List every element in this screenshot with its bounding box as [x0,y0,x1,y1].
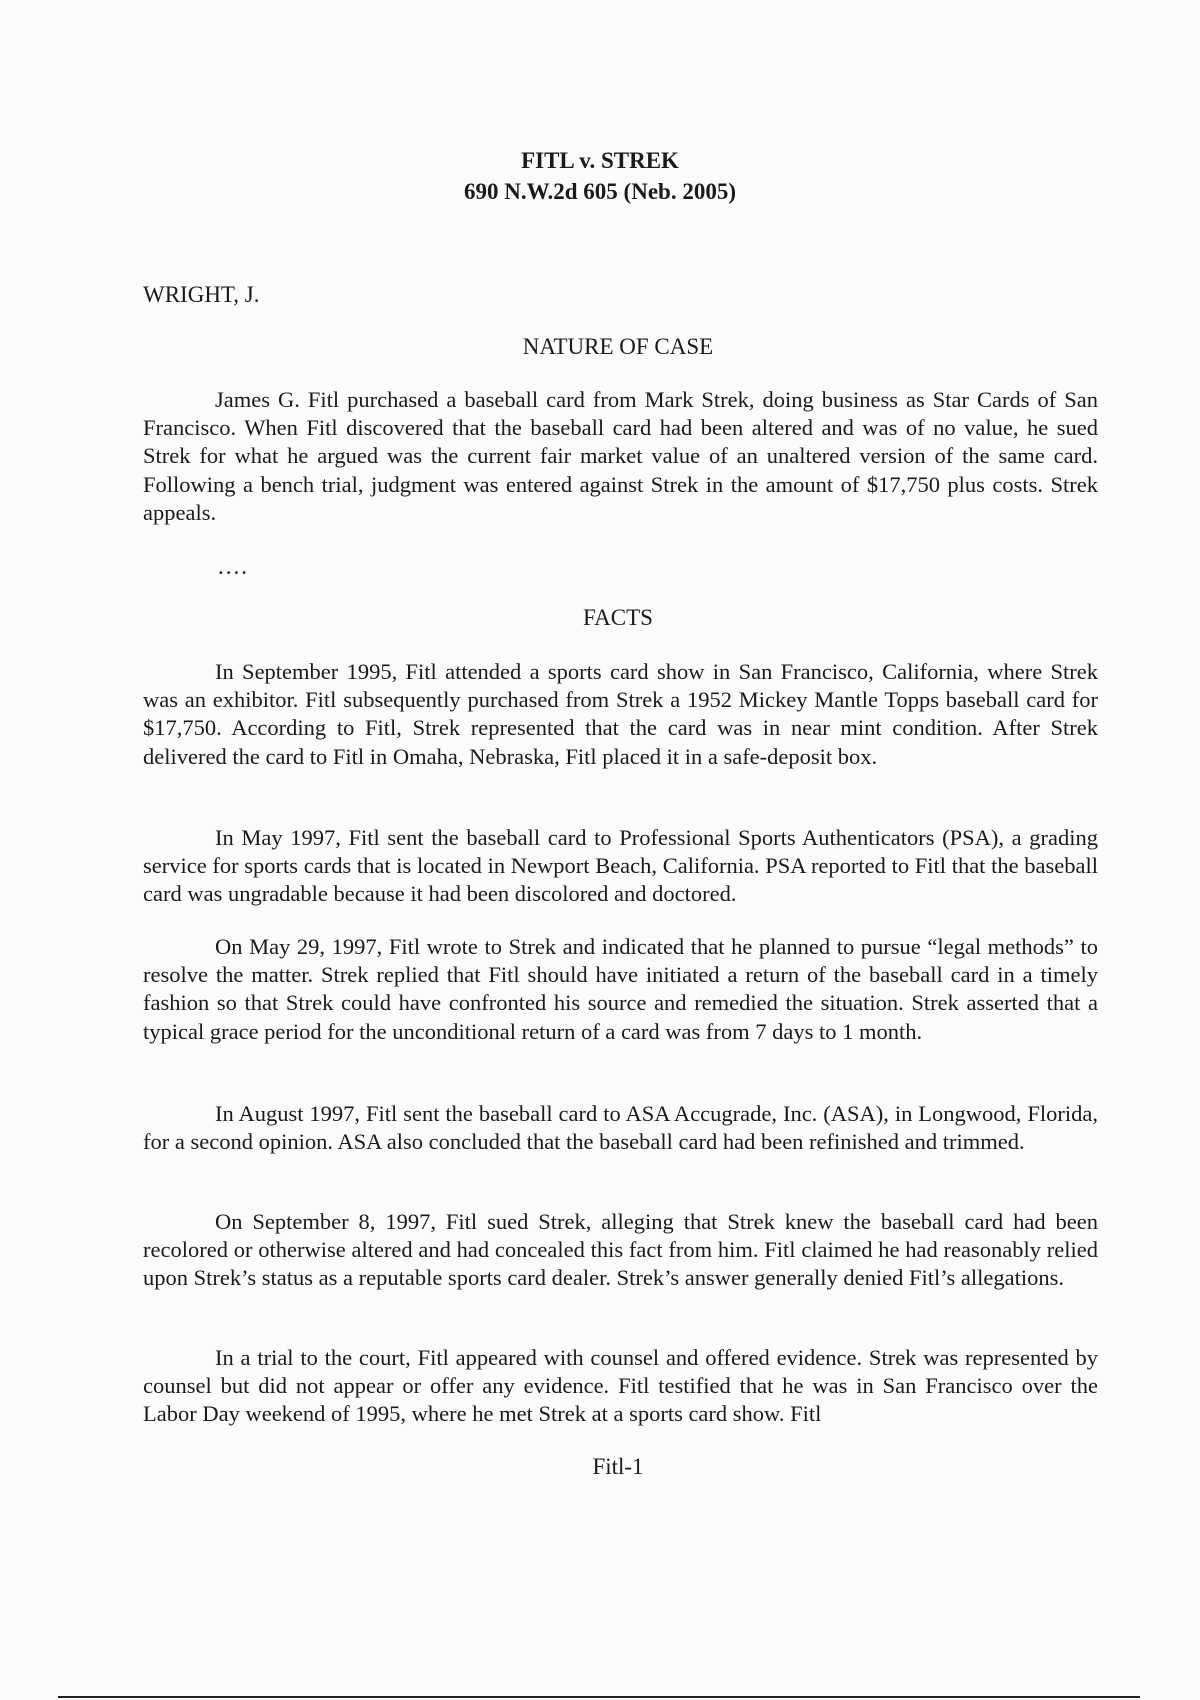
facts-paragraph-2: In May 1997, Fitl sent the baseball card to Professional Sports Authenticators (PSA), a grading service for sports cards that is located in Newport Beach, California. PSA reported to Fitl that the baseball card was ungradable because it had been discolored and doctored. [143,825,1098,907]
facts-paragraph-3: On May 29, 1997, Fitl wrote to Strek and indicated that he planned to pursue “legal methods” to resolve the matter. Strek replied that Fitl should have initiated a return of the baseball card in a timely fashion so that Strek could have confronted his source and remedied the situation. Strek asserted that a typical grace period for the unconditional return of a card was from 7 days to 1 month. [143,934,1098,1044]
page-number: Fitl-1 [592,1454,644,1479]
judge-name: WRIGHT, J. [143,282,260,307]
omission-ellipsis: .... [218,554,249,579]
facts-paragraph-1: In September 1995, Fitl attended a sports card show in San Francisco, California, where Strek was an exhibitor. Fitl subsequently purchased from Strek a 1952 Mickey Mantle Topps baseball card for $17,750. According to Fitl, Strek represented that the card was in near mint condition. After Strek delivered the card to Fitl in Omaha, Nebraska, Fitl placed it in a safe-deposit box. [143,659,1098,769]
facts-paragraph-6: In a trial to the court, Fitl appeared with counsel and offered evidence. Strek was represented by counsel but did not appear or offer any evidence. Fitl testified that he was in San Francisco over the Labor Day weekend of 1995, where he met Strek at a sports card show. Fitl [143,1345,1098,1427]
facts-paragraph-4: In August 1997, Fitl sent the baseball card to ASA Accugrade, Inc. (ASA), in Longwood, Florida, for a second opinion. ASA also concluded that the baseball card had been refinished and trimmed. [143,1101,1098,1155]
facts-heading: FACTS [583,605,653,630]
footer-divider [58,1696,1140,1698]
facts-paragraph-5: On September 8, 1997, Fitl sued Strek, alleging that Strek knew the baseball card had been recolored or otherwise altered and had concealed this fact from him. Fitl claimed he had reasonably relied upon Strek’s status as a reputable sports card dealer. Strek’s answer generally denied Fitl’s allegations. [143,1209,1098,1291]
case-header [0,145,1200,207]
nature-of-case-heading: NATURE OF CASE [522,334,714,359]
case-citation: 690 N.W.2d 605 (Neb. 2005) [464,179,736,204]
case-title: FITL v. STREK [521,148,679,173]
nature-paragraph: James G. Fitl purchased a baseball card from Mark Strek, doing business as Star Cards of San Francisco. When Fitl discovered that the baseball card had been altered and was of no value, he sued Strek for what he argued was the current fair market value of an unaltered version of the same card. Following a bench trial, judgment was entered against Strek in the amount of $17,750 plus costs. Strek appeals. [143,387,1098,525]
